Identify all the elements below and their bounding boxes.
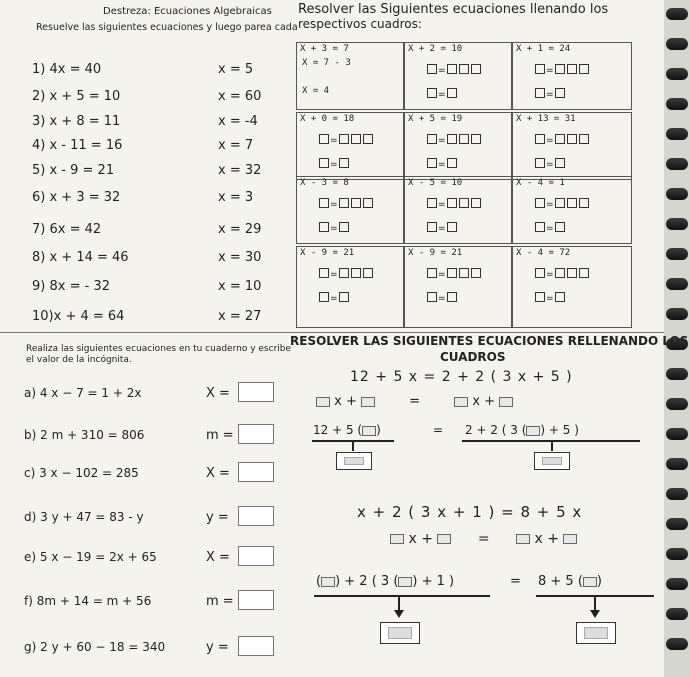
binding-ring bbox=[666, 578, 688, 590]
answer-input-box[interactable] bbox=[238, 506, 274, 526]
eq2-left-answer-box[interactable] bbox=[336, 452, 372, 470]
binding-ring bbox=[666, 518, 688, 530]
answer-input-box[interactable] bbox=[238, 382, 274, 402]
equation-exercise: c) 3 x − 102 = 285 bbox=[24, 466, 139, 480]
left-equation: 10)x + 4 = 64 bbox=[32, 309, 125, 324]
right-bottom-title: RESOLVER LAS SIGUIENTES ECUACIONES RELLENANDO LOS bbox=[290, 334, 689, 348]
card-fill-row: = bbox=[426, 192, 482, 211]
binding-ring bbox=[666, 398, 688, 410]
variable-label: y = bbox=[206, 640, 229, 655]
fill-square[interactable] bbox=[583, 577, 597, 587]
right-answer: x = 3 bbox=[218, 190, 254, 205]
left-top-title: Destreza: Ecuaciones Algebraicas bbox=[103, 6, 272, 17]
variable-label: m = bbox=[206, 594, 234, 609]
down-arrowhead-icon bbox=[394, 610, 404, 618]
eq4-right: 8 + 5 ( ) bbox=[538, 574, 602, 589]
binding-ring bbox=[666, 638, 688, 650]
card-fill-row: = bbox=[534, 286, 566, 305]
down-arrowhead-icon bbox=[590, 610, 600, 618]
left-equation: 9) 8x = - 32 bbox=[32, 279, 110, 294]
left-equation: 7) 6x = 42 bbox=[32, 222, 102, 237]
card-fill-row: = bbox=[426, 82, 458, 101]
card-step: X = 4 bbox=[302, 86, 330, 96]
fill-square[interactable] bbox=[362, 426, 376, 436]
fill-square[interactable] bbox=[398, 577, 412, 587]
eq2-right-answer-box[interactable] bbox=[534, 452, 570, 470]
card-equation: X - 5 = 10 bbox=[408, 178, 463, 188]
card-fill-row: = bbox=[318, 152, 350, 171]
fill-card bbox=[512, 246, 632, 328]
eq4-left-answer-box[interactable] bbox=[380, 622, 420, 644]
section-divider bbox=[0, 332, 664, 333]
answer-input-box[interactable] bbox=[238, 424, 274, 444]
right-answer: x = 7 bbox=[218, 138, 254, 153]
fill-square[interactable] bbox=[361, 397, 375, 407]
fill-square[interactable] bbox=[526, 426, 540, 436]
right-bottom-title2: CUADROS bbox=[440, 350, 506, 364]
card-fill-row: = bbox=[318, 128, 374, 147]
eq1-fill-row: x + = x + bbox=[316, 394, 513, 409]
binding-ring bbox=[666, 68, 688, 80]
binding-ring bbox=[666, 308, 688, 320]
binding-ring bbox=[666, 548, 688, 560]
binding-ring bbox=[666, 38, 688, 50]
eq2-left: 12 + 5 ( ) bbox=[313, 423, 381, 437]
fill-card bbox=[296, 246, 404, 328]
down-arrow-icon bbox=[352, 441, 354, 451]
card-equation: X + 2 = 10 bbox=[408, 44, 463, 54]
right-answer: x = 32 bbox=[218, 163, 262, 178]
eq4-left: ( ) + 2 ( 3 ( ) + 1 ) bbox=[316, 574, 455, 589]
left-equation: 4) x - 11 = 16 bbox=[32, 138, 123, 153]
right-answer: x = 60 bbox=[218, 89, 262, 104]
equation-exercise: b) 2 m + 310 = 806 bbox=[24, 428, 145, 442]
binding-ring bbox=[666, 428, 688, 440]
binding-ring bbox=[666, 368, 688, 380]
equation-exercise: g) 2 y + 60 − 18 = 340 bbox=[24, 640, 166, 654]
right-answer: x = 10 bbox=[218, 279, 262, 294]
fill-square[interactable] bbox=[390, 534, 404, 544]
fill-square[interactable] bbox=[499, 397, 513, 407]
card-fill-row: = bbox=[426, 286, 458, 305]
eq4-equals: = bbox=[510, 574, 521, 589]
card-fill-row: = bbox=[318, 262, 374, 281]
card-equation: X - 9 = 21 bbox=[408, 248, 463, 258]
fill-square[interactable] bbox=[321, 577, 335, 587]
eq3-fill-row: x + = x + bbox=[390, 531, 577, 547]
card-fill-row: = bbox=[318, 192, 374, 211]
equation-exercise: a) 4 x − 7 = 1 + 2x bbox=[24, 386, 142, 400]
fill-square[interactable] bbox=[437, 534, 451, 544]
answer-input-box[interactable] bbox=[238, 636, 274, 656]
variable-label: m = bbox=[206, 428, 234, 443]
left-equation: 2) x + 5 = 10 bbox=[32, 89, 121, 104]
left-top-instruction: Resuelve las siguientes ecuaciones y luego parea cada bbox=[36, 22, 298, 33]
right-answer: x = 29 bbox=[218, 222, 262, 237]
card-step: X = 7 - 3 bbox=[302, 58, 351, 68]
card-equation: X - 4 = 72 bbox=[516, 248, 571, 258]
card-fill-row: = bbox=[426, 216, 458, 235]
card-fill-row: = bbox=[318, 216, 350, 235]
fill-square[interactable] bbox=[316, 397, 330, 407]
card-fill-row: = bbox=[426, 262, 482, 281]
variable-label: X = bbox=[206, 386, 230, 401]
binding-ring bbox=[666, 218, 688, 230]
right-answer: x = -4 bbox=[218, 114, 258, 129]
answer-input-box[interactable] bbox=[238, 546, 274, 566]
right-top-title: Resolver las Siguientes ecuaciones llenando los bbox=[298, 2, 609, 17]
eq3-statement: x + 2 ( 3 x + 1 ) = 8 + 5 x bbox=[357, 503, 583, 521]
fill-square[interactable] bbox=[454, 397, 468, 407]
binding-ring bbox=[666, 278, 688, 290]
eq4-left-underline bbox=[314, 595, 490, 597]
card-fill-row: = bbox=[534, 128, 590, 147]
binding-ring bbox=[666, 8, 688, 20]
card-fill-row: = bbox=[426, 128, 482, 147]
equation-exercise: f) 8m + 14 = m + 56 bbox=[24, 594, 152, 608]
eq2-equals: = bbox=[433, 423, 444, 437]
answer-input-box[interactable] bbox=[238, 462, 274, 482]
right-top-title2: respectivos cuadros: bbox=[298, 17, 422, 31]
card-fill-row: = bbox=[534, 216, 566, 235]
card-equation: X + 3 = 7 bbox=[300, 44, 349, 54]
binding-ring bbox=[666, 608, 688, 620]
card-equation: X - 3 = 8 bbox=[300, 178, 349, 188]
right-answer: x = 27 bbox=[218, 309, 262, 324]
card-equation: X + 0 = 18 bbox=[300, 114, 355, 124]
left-equation: 3) x + 8 = 11 bbox=[32, 114, 121, 129]
eq1-statement: 12 + 5 x = 2 + 2 ( 3 x + 5 ) bbox=[350, 369, 573, 385]
card-fill-row: = bbox=[534, 58, 590, 77]
card-fill-row: = bbox=[534, 152, 566, 171]
card-fill-row: = bbox=[426, 152, 458, 171]
card-fill-row: = bbox=[534, 82, 566, 101]
variable-label: y = bbox=[206, 510, 229, 525]
left-equation: 6) x + 3 = 32 bbox=[32, 190, 121, 205]
right-answer: x = 30 bbox=[218, 250, 262, 265]
card-fill-row: = bbox=[534, 262, 590, 281]
left-equation: 1) 4x = 40 bbox=[32, 62, 102, 77]
right-answer: x = 5 bbox=[218, 62, 254, 77]
left-equation: 8) x + 14 = 46 bbox=[32, 250, 129, 265]
binding-ring bbox=[666, 458, 688, 470]
card-equation: X + 13 = 31 bbox=[516, 114, 576, 124]
eq4-right-answer-box[interactable] bbox=[576, 622, 616, 644]
equation-exercise: e) 5 x − 19 = 2x + 65 bbox=[24, 550, 157, 564]
card-fill-row: = bbox=[534, 192, 590, 211]
binding-ring bbox=[666, 488, 688, 500]
binding-ring bbox=[666, 128, 688, 140]
eq2-right: 2 + 2 ( 3 ( ) + 5 ) bbox=[465, 423, 579, 437]
card-equation: X + 1 = 24 bbox=[516, 44, 571, 54]
binding-ring bbox=[666, 248, 688, 260]
fill-card bbox=[404, 246, 512, 328]
down-arrow-icon bbox=[551, 441, 553, 451]
binding-ring bbox=[666, 98, 688, 110]
card-equation: X + 5 = 19 bbox=[408, 114, 463, 124]
card-equation: X - 9 = 21 bbox=[300, 248, 355, 258]
fill-square[interactable] bbox=[563, 534, 577, 544]
variable-label: X = bbox=[206, 466, 230, 481]
fill-square[interactable] bbox=[516, 534, 530, 544]
binding-ring bbox=[666, 158, 688, 170]
left-bottom-instruction: Realiza las siguientes ecuaciones en tu cuaderno y escribe bbox=[26, 344, 292, 354]
left-equation: 5) x - 9 = 21 bbox=[32, 163, 115, 178]
card-equation: X - 4 = 1 bbox=[516, 178, 565, 188]
answer-input-box[interactable] bbox=[238, 590, 274, 610]
equation-exercise: d) 3 y + 47 = 83 - y bbox=[24, 510, 144, 524]
card-fill-row: = bbox=[318, 286, 350, 305]
binding-ring bbox=[666, 188, 688, 200]
variable-label: X = bbox=[206, 550, 230, 565]
card-fill-row: = bbox=[426, 58, 482, 77]
left-bottom-instruction-2: el valor de la incógnita. bbox=[26, 355, 132, 365]
